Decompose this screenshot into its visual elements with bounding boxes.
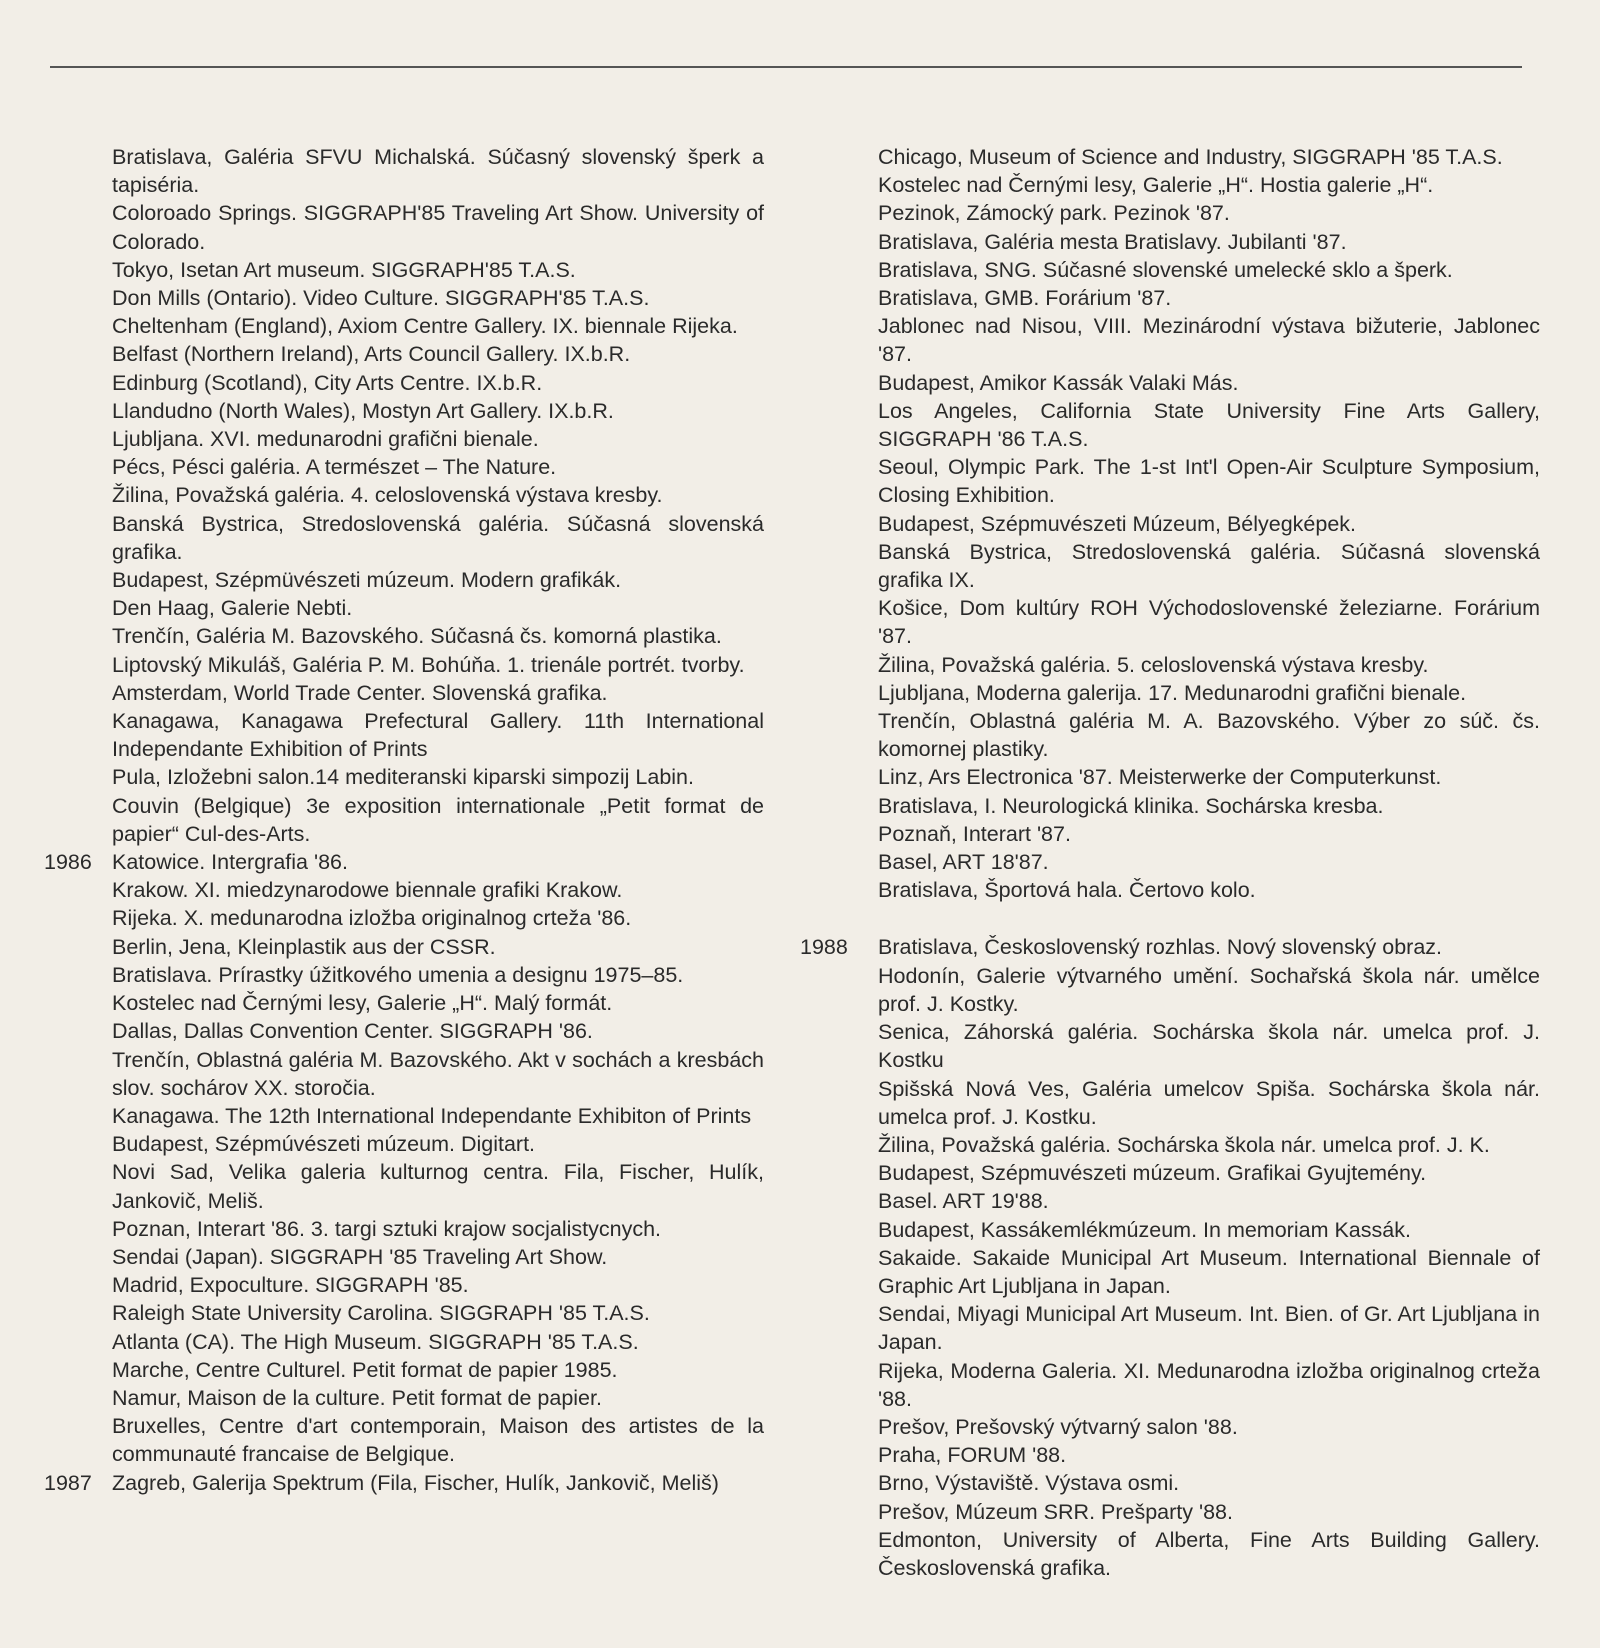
exhibition-entry xyxy=(800,1187,1540,1215)
exhibition-entry xyxy=(800,933,1540,961)
entry-text: Basel, ART 18'87. xyxy=(878,850,1049,875)
entry-year xyxy=(44,961,112,989)
entry-year xyxy=(44,566,112,594)
entry-text: Jablonec nad Nisou, VIII. Mezinárodní výstava bižuterie, Jablonec '87. xyxy=(878,314,1540,367)
entry-text: Dallas, Dallas Convention Center. SIGGRAPH '86. xyxy=(112,1019,593,1044)
entry-year xyxy=(44,481,112,509)
entry-text: Belfast (Northern Ireland), Arts Council Gallery. IX.b.R. xyxy=(112,342,631,367)
exhibition-entry xyxy=(800,792,1540,820)
entry-text: Senica, Záhorská galéria. Sochárska škola nár. umelca prof. J. Kostku xyxy=(878,1020,1540,1073)
exhibition-entry xyxy=(44,594,764,622)
entry-text: Kanagawa. The 12th International Independante Exhibiton of Prints xyxy=(112,1103,752,1128)
exhibition-entry xyxy=(44,284,764,312)
entry-year xyxy=(44,594,112,622)
entry-text: Rijeka, Moderna Galeria. XI. Medunarodna izložba originalnog crteža '88. xyxy=(878,1358,1540,1411)
entry-year xyxy=(44,397,112,425)
entry-text: Llandudno (North Wales), Mostyn Art Gallery. IX.b.R. xyxy=(112,398,614,423)
entry-text: Chicago, Museum of Science and Industry, SIGGRAPH '85 T.A.S. xyxy=(878,145,1503,169)
exhibition-entry xyxy=(800,256,1540,284)
right-column xyxy=(800,143,1540,1582)
entry-text: Ljubljana. XVI. medunarodni grafični bienale. xyxy=(112,427,539,452)
entry-year xyxy=(800,594,878,650)
entry-year xyxy=(800,453,878,509)
entry-year xyxy=(800,848,878,876)
entry-year xyxy=(44,763,112,791)
exhibition-entry xyxy=(44,510,764,566)
entry-text: Edmonton, University of Alberta, Fine Arts Building Gallery. Československá grafika. xyxy=(878,1527,1540,1580)
entry-text: Budapest, Amikor Kassák Valaki Más. xyxy=(878,370,1239,395)
exhibition-entry xyxy=(44,340,764,368)
entry-text: Sendai, Miyagi Municipal Art Museum. Int. Bien. of Gr. Art Ljubljana in Japan. xyxy=(878,1302,1540,1355)
left-column xyxy=(44,143,764,1497)
exhibition-entry xyxy=(800,962,1540,1018)
exhibition-entry xyxy=(44,1130,764,1158)
entry-text: Raleigh State University Carolina. SIGGRAPH '85 T.A.S. xyxy=(112,1301,650,1326)
exhibition-entry xyxy=(44,1299,764,1327)
entry-text: Edinburg (Scotland), City Arts Centre. IX.b.R. xyxy=(112,370,543,395)
exhibition-entry xyxy=(44,1243,764,1271)
entry-text: Sendai (Japan). SIGGRAPH '85 Traveling Art Show. xyxy=(112,1244,608,1269)
entry-text: Hodonín, Galerie výtvarného umění. Sochařská škola nár. umělce prof. J. Kostky. xyxy=(878,963,1540,1016)
exhibition-entry xyxy=(44,989,764,1017)
entry-text: Bratislava, Československý rozhlas. Nový slovenský obraz. xyxy=(878,935,1442,960)
exhibition-entry xyxy=(800,820,1540,848)
entry-year xyxy=(44,651,112,679)
entry-year xyxy=(800,1131,878,1159)
entry-year xyxy=(800,256,878,284)
entry-year xyxy=(44,1130,112,1158)
entry-year xyxy=(44,1158,112,1214)
entry-year xyxy=(44,792,112,848)
exhibition-entry xyxy=(800,199,1540,227)
entry-text: Žilina, Považská galéria. 4. celoslovenská výstava kresby. xyxy=(112,483,663,508)
entry-text: Pécs, Pésci galéria. A természet – The Nature. xyxy=(112,455,557,480)
exhibition-entry xyxy=(800,397,1540,453)
entry-year xyxy=(800,228,878,256)
entry-year xyxy=(44,1412,112,1468)
entry-text: Žilina, Považská galéria. Sochárska škola nár. umelca prof. J. K. xyxy=(878,1132,1490,1157)
exhibition-entry xyxy=(44,933,764,961)
entry-year xyxy=(44,1299,112,1327)
entry-year xyxy=(44,312,112,340)
entry-text: Madrid, Expoculture. SIGGRAPH '85. xyxy=(112,1273,469,1298)
entry-year xyxy=(800,1300,878,1356)
exhibition-entry xyxy=(800,1131,1540,1159)
entry-year: 1988 xyxy=(800,935,848,960)
entry-year xyxy=(800,284,878,312)
entry-text: Los Angeles, California State University Fine Arts Gallery, SIGGRAPH '86 T.A.S. xyxy=(878,398,1540,452)
entry-year xyxy=(800,1357,878,1413)
entry-year xyxy=(44,679,112,707)
exhibition-entry xyxy=(800,369,1540,397)
exhibition-entry xyxy=(44,312,764,340)
exhibition-entry xyxy=(44,425,764,453)
entry-year xyxy=(44,256,112,284)
exhibition-entry xyxy=(44,1328,764,1356)
entry-year xyxy=(800,199,878,227)
exhibition-entry xyxy=(800,763,1540,791)
entry-year xyxy=(44,1384,112,1412)
entry-text: Bruxelles, Centre d'art contemporain, Maison des artistes de la communauté francaise de Belgique. xyxy=(112,1414,764,1467)
entry-year xyxy=(800,143,878,171)
exhibition-entry xyxy=(800,1300,1540,1356)
entry-year xyxy=(800,792,878,820)
entry-year xyxy=(44,199,112,255)
entry-text: Trenčín, Oblastná galéria M. A. Bazovského. Výber zo súč. čs. komornej plastiky. xyxy=(878,709,1540,762)
entry-text: Couvin (Belgique) 3e exposition internationale „Petit format de papier“ Cul-des-Arts. xyxy=(112,793,764,846)
entry-text: Sakaide. Sakaide Municipal Art Museum. International Biennale of Graphic Art Ljubljana in Japan. xyxy=(878,1245,1540,1298)
entry-text: Don Mills (Ontario). Video Culture. SIGGRAPH'85 T.A.S. xyxy=(112,286,650,311)
exhibition-entry xyxy=(44,199,764,255)
entry-year xyxy=(44,369,112,397)
entry-text: Budapest, Szépmuvészeti múzeum. Grafikai Gyujtemény. xyxy=(878,1161,1427,1186)
exhibition-entry xyxy=(800,876,1540,904)
exhibition-entry xyxy=(800,1357,1540,1413)
exhibition-entry xyxy=(44,707,764,763)
entry-year xyxy=(44,1328,112,1356)
right-column-1988-section xyxy=(800,933,1540,1582)
entry-year xyxy=(44,876,112,904)
exhibition-entry xyxy=(44,369,764,397)
entry-year xyxy=(800,1187,878,1215)
entry-text: Bratislava, SNG. Súčasné slovenské umelecké sklo a šperk. xyxy=(878,257,1453,282)
exhibition-entry xyxy=(44,1469,764,1497)
entry-year xyxy=(800,510,878,538)
entry-year xyxy=(44,1046,112,1102)
entry-year xyxy=(44,425,112,453)
entry-year xyxy=(800,1526,878,1582)
exhibition-entry xyxy=(800,171,1540,199)
exhibition-entry xyxy=(800,1159,1540,1187)
entry-year xyxy=(800,171,878,199)
entry-text: Trenčín, Oblastná galéria M. Bazovského. Akt v sochách a kresbách slov. sochárov XX. storočia. xyxy=(112,1047,764,1100)
exhibition-entry xyxy=(800,1244,1540,1300)
entry-text: Budapest, Kassákemlékmúzeum. In memoriam Kassák. xyxy=(878,1217,1411,1242)
entry-year xyxy=(800,820,878,848)
entry-year xyxy=(44,1215,112,1243)
entry-year xyxy=(800,1441,878,1469)
exhibition-entry xyxy=(800,312,1540,368)
exhibition-entry xyxy=(800,679,1540,707)
entry-year xyxy=(800,876,878,904)
exhibition-entry xyxy=(800,651,1540,679)
entry-text: Cheltenham (England), Axiom Centre Gallery. IX. biennale Rijeka. xyxy=(112,314,738,339)
exhibition-entry xyxy=(800,228,1540,256)
entry-text: Bratislava, Športová hala. Čertovo kolo. xyxy=(878,878,1256,903)
section-gap xyxy=(800,904,1540,933)
entry-text: Banská Bystrica, Stredoslovenská galéria. Súčasná slovenská grafika. xyxy=(112,511,764,564)
exhibition-entry xyxy=(44,1158,764,1214)
entry-text: Pezinok, Zámocký park. Pezinok '87. xyxy=(878,201,1230,226)
exhibition-entry xyxy=(800,510,1540,538)
entry-year xyxy=(44,453,112,481)
exhibition-entry xyxy=(800,1413,1540,1441)
entry-year xyxy=(800,1216,878,1244)
entry-text: Poznan, Interart '86. 3. targi sztuki krajow socjalistycnych. xyxy=(112,1216,662,1241)
entry-year xyxy=(800,1413,878,1441)
entry-text: Poznaň, Interart '87. xyxy=(878,821,1071,846)
exhibition-entry xyxy=(800,538,1540,594)
exhibition-entry xyxy=(44,848,764,876)
entry-year xyxy=(800,369,878,397)
exhibition-entry xyxy=(44,679,764,707)
exhibition-entry xyxy=(44,1384,764,1412)
entry-year xyxy=(800,1075,878,1131)
entry-text: Liptovský Mikuláš, Galéria P. M. Bohúňa. 1. trienále portrét. tvorby. xyxy=(112,652,745,677)
entry-year xyxy=(44,143,112,199)
exhibition-entry xyxy=(800,1526,1540,1582)
entry-text: Tokyo, Isetan Art museum. SIGGRAPH'85 T.A.S. xyxy=(112,257,576,282)
entry-text: Trenčín, Galéria M. Bazovského. Súčasná čs. komorná plastika. xyxy=(112,624,722,649)
entry-text: Budapest, Szépmuvészeti Múzeum, Bélyegképek. xyxy=(878,511,1357,536)
exhibition-entry xyxy=(44,763,764,791)
entry-text: Bratislava, Galéria mesta Bratislavy. Jubilanti '87. xyxy=(878,229,1347,254)
entry-year xyxy=(800,1469,878,1497)
exhibition-entry xyxy=(44,1215,764,1243)
entry-text: Kanagawa, Kanagawa Prefectural Gallery. 11th International Independante Exhibition of Prints xyxy=(112,709,764,762)
entry-text: Ljubljana, Moderna galerija. 17. Medunarodni grafični bienale. xyxy=(878,680,1467,705)
entry-year xyxy=(800,538,878,594)
entry-year xyxy=(44,510,112,566)
entry-year xyxy=(44,284,112,312)
exhibition-entry xyxy=(44,1271,764,1299)
entry-year xyxy=(800,1498,878,1526)
entry-text: Bratislava, Galéria SFVU Michalská. Súčasný slovenský šperk a tapiséria. xyxy=(112,145,764,198)
entry-year xyxy=(800,707,878,763)
entry-text: Pula, Izložebni salon.14 mediteranski kiparski simpozij Labin. xyxy=(112,765,694,790)
exhibition-entry xyxy=(800,594,1540,650)
entry-text: Rijeka. X. medunarodna izložba originalnog crteža '86. xyxy=(112,906,632,931)
entry-year xyxy=(44,1356,112,1384)
exhibition-entry xyxy=(800,1469,1540,1497)
entry-text: Bratislava, I. Neurologická klinika. Sochárska kresba. xyxy=(878,793,1384,818)
entry-year xyxy=(44,622,112,650)
exhibition-entry xyxy=(800,707,1540,763)
entry-text: Budapest, Szépmúvészeti múzeum. Digitart. xyxy=(112,1132,536,1157)
exhibition-entry xyxy=(44,651,764,679)
exhibition-entry xyxy=(800,1018,1540,1074)
entry-text: Seoul, Olympic Park. The 1-st Int'l Open-Air Sculpture Symposium, Closing Exhibition. xyxy=(878,455,1540,508)
exhibition-entry xyxy=(800,284,1540,312)
entry-text: Kostelec nad Černými lesy, Galerie „H“. Hostia galerie „H“. xyxy=(878,173,1434,198)
exhibition-entry xyxy=(800,848,1540,876)
entry-text: Praha, FORUM '88. xyxy=(878,1443,1067,1468)
exhibition-entry xyxy=(44,143,764,199)
entry-text: Den Haag, Galerie Nebti. xyxy=(112,596,353,621)
entry-text: Brno, Výstaviště. Výstava osmi. xyxy=(878,1471,1180,1496)
entry-text: Coloroado Springs. SIGGRAPH'85 Traveling Art Show. University of Colorado. xyxy=(112,201,764,254)
entry-text: Prešov, Múzeum SRR. Prešparty '88. xyxy=(878,1499,1233,1524)
entry-year xyxy=(800,397,878,453)
exhibition-entry xyxy=(800,1498,1540,1526)
entry-year xyxy=(800,312,878,368)
exhibition-entry xyxy=(800,453,1540,509)
entry-year xyxy=(800,763,878,791)
entry-text: Kostelec nad Černými lesy, Galerie „H“. Malý formát. xyxy=(112,991,613,1016)
exhibition-entry xyxy=(44,1412,764,1468)
top-rule xyxy=(50,66,1522,68)
entry-text: Novi Sad, Velika galeria kulturnog centra. Fila, Fischer, Hulík, Jankovič, Meliš. xyxy=(112,1160,764,1213)
entry-text: Zagreb, Galerija Spektrum (Fila, Fischer, Hulík, Jankovič, Meliš) xyxy=(112,1470,719,1495)
exhibition-entry xyxy=(800,1441,1540,1469)
entry-year xyxy=(800,962,878,1018)
exhibition-entry xyxy=(44,566,764,594)
exhibition-entry xyxy=(44,1356,764,1384)
entry-year xyxy=(44,1102,112,1130)
entry-year xyxy=(44,904,112,932)
exhibition-entry xyxy=(800,1075,1540,1131)
entry-text: Atlanta (CA). The High Museum. SIGGRAPH '85 T.A.S. xyxy=(112,1329,639,1354)
entry-year xyxy=(44,1243,112,1271)
entry-year xyxy=(44,1017,112,1045)
entry-year xyxy=(800,679,878,707)
entry-year: 1987 xyxy=(44,1470,92,1495)
entry-text: Marche, Centre Culturel. Petit format de papier 1985. xyxy=(112,1357,618,1382)
entry-text: Spišská Nová Ves, Galéria umelcov Spiša. Sochárska škola nár. umelca prof. J. Kostku. xyxy=(878,1076,1540,1129)
exhibition-entry xyxy=(44,622,764,650)
exhibition-entry xyxy=(44,481,764,509)
entry-year xyxy=(800,1018,878,1074)
exhibition-entry xyxy=(44,961,764,989)
entry-text: Linz, Ars Electronica '87. Meisterwerke der Computerkunst. xyxy=(878,765,1442,790)
exhibition-entry xyxy=(44,397,764,425)
entry-text: Basel. ART 19'88. xyxy=(878,1189,1049,1214)
entry-text: Budapest, Szépmüvészeti múzeum. Modern grafikák. xyxy=(112,568,622,593)
entry-text: Katowice. Intergrafia '86. xyxy=(112,850,348,875)
entry-year xyxy=(44,1271,112,1299)
exhibition-entry xyxy=(44,1046,764,1102)
entry-text: Bratislava. Prírastky úžitkového umenia a designu 1975–85. xyxy=(112,962,684,987)
entry-year xyxy=(800,1244,878,1300)
entry-text: Amsterdam, World Trade Center. Slovenská grafika. xyxy=(112,680,608,705)
exhibition-entry xyxy=(44,453,764,481)
right-column-1987-section xyxy=(800,143,1540,904)
entry-text: Bratislava, GMB. Forárium '87. xyxy=(878,286,1172,311)
exhibition-entry xyxy=(44,256,764,284)
entry-text: Košice, Dom kultúry ROH Východoslovenské železiarne. Forárium '87. xyxy=(878,596,1540,649)
exhibition-entry xyxy=(800,143,1540,171)
exhibition-entry xyxy=(44,792,764,848)
entry-text: Namur, Maison de la culture. Petit format de papier. xyxy=(112,1385,602,1410)
exhibition-entry xyxy=(44,1102,764,1130)
entry-year xyxy=(44,989,112,1017)
entry-text: Berlin, Jena, Kleinplastik aus der CSSR. xyxy=(112,934,496,959)
exhibition-entry xyxy=(800,1216,1540,1244)
exhibition-entry xyxy=(44,1017,764,1045)
entry-year xyxy=(44,340,112,368)
entry-text: Krakow. XI. miedzynarodowe biennale grafiki Krakow. xyxy=(112,878,623,903)
entry-year xyxy=(800,1159,878,1187)
entry-year xyxy=(44,933,112,961)
entry-year xyxy=(44,707,112,763)
entry-year: 1986 xyxy=(44,850,92,875)
entry-year xyxy=(800,651,878,679)
entry-text: Prešov, Prešovský výtvarný salon '88. xyxy=(878,1414,1238,1439)
exhibition-entry xyxy=(44,876,764,904)
exhibition-entry xyxy=(44,904,764,932)
entry-text: Žilina, Považská galéria. 5. celoslovenská výstava kresby. xyxy=(878,652,1429,677)
entry-text: Banská Bystrica, Stredoslovenská galéria. Súčasná slovenská grafika IX. xyxy=(878,539,1540,593)
